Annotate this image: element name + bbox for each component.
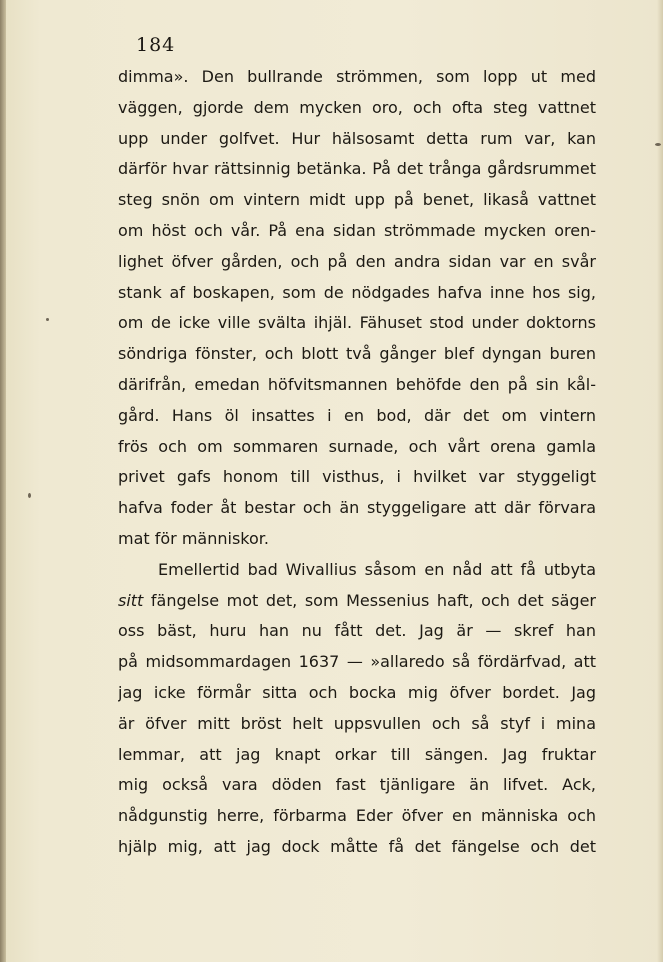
text-line: jag icke förmår sitta och bocka mig öfver bordet. Jag [118,682,596,702]
page-left-edge [0,0,6,962]
text-line: söndriga fönster, och blott två gånger blef dyngan buren [118,344,596,364]
text-line: därifrån, emedan höfvitsmannen behöfde den på sin kål- [118,374,596,394]
text-line: därför hvar rättsinnig betänka. På det trånga gårdsrummet [118,159,596,179]
paragraph [118,62,596,555]
text-line: om de icke ville svälta ihjäl. Fähuset stod under doktorns [118,313,596,333]
text-run: fängelse mot det, som Messenius haft, och det säger [143,590,596,610]
text-line: frös och om sommaren surnade, och vårt orena gamla [118,436,596,456]
text-line: om höst och vår. På ena sidan strömmade mycken oren- [118,220,596,240]
text-line: mig också vara döden fast tjänligare än lifvet. Ack, [118,775,596,795]
text-line: upp under golfvet. Hur hälsosamt detta rum var, kan [118,128,596,148]
text-line [118,586,596,617]
text-line: stank af boskapen, som de nödgades hafva inne hos sig, [118,282,596,302]
text-line: lighet öfver gården, och på den andra sidan var en svår [118,251,596,271]
text-line: lemmar, att jag knapt orkar till sängen. Jag fruktar [118,744,596,764]
text-line: nådgunstig herre, förbarma Eder öfver en människa och [118,806,596,826]
text-line: dimma». Den bullrande strömmen, som lopp ut med [118,67,596,86]
paragraph [118,555,596,863]
body-text [118,62,596,863]
paper-speck [655,143,661,146]
text-line: mat för människor. [118,528,269,548]
text-line: steg snön om vintern midt upp på benet, likaså vattnet [118,190,596,210]
text-line: gård. Hans öl insattes i en bod, där det om vintern [118,405,596,425]
text-line: hjälp mig, att jag dock måtte få det fängelse och det [118,836,596,856]
text-line: hafva foder åt bestar och än styggeligare att där förvara [118,498,596,518]
text-line: privet gafs honom till visthus, i hvilket var styggeligt [118,467,596,487]
italic-word: sitt [118,590,144,610]
text-line: är öfver mitt bröst helt uppsvullen och så styf i mina [118,713,596,733]
text-line: på midsommardagen 1637 — »allaredo så fördärfvad, att [118,652,596,672]
text-line: väggen, gjorde dem mycken oro, och ofta steg vattnet [118,97,596,117]
text-line: oss bäst, huru han nu fått det. Jag är — skref han [118,621,596,641]
text-line: Emellertid bad Wivallius såsom en nåd att få utbyta [158,559,596,579]
paper-speck [28,493,31,498]
page-number: 184 [136,34,176,56]
paper-speck [46,318,49,321]
